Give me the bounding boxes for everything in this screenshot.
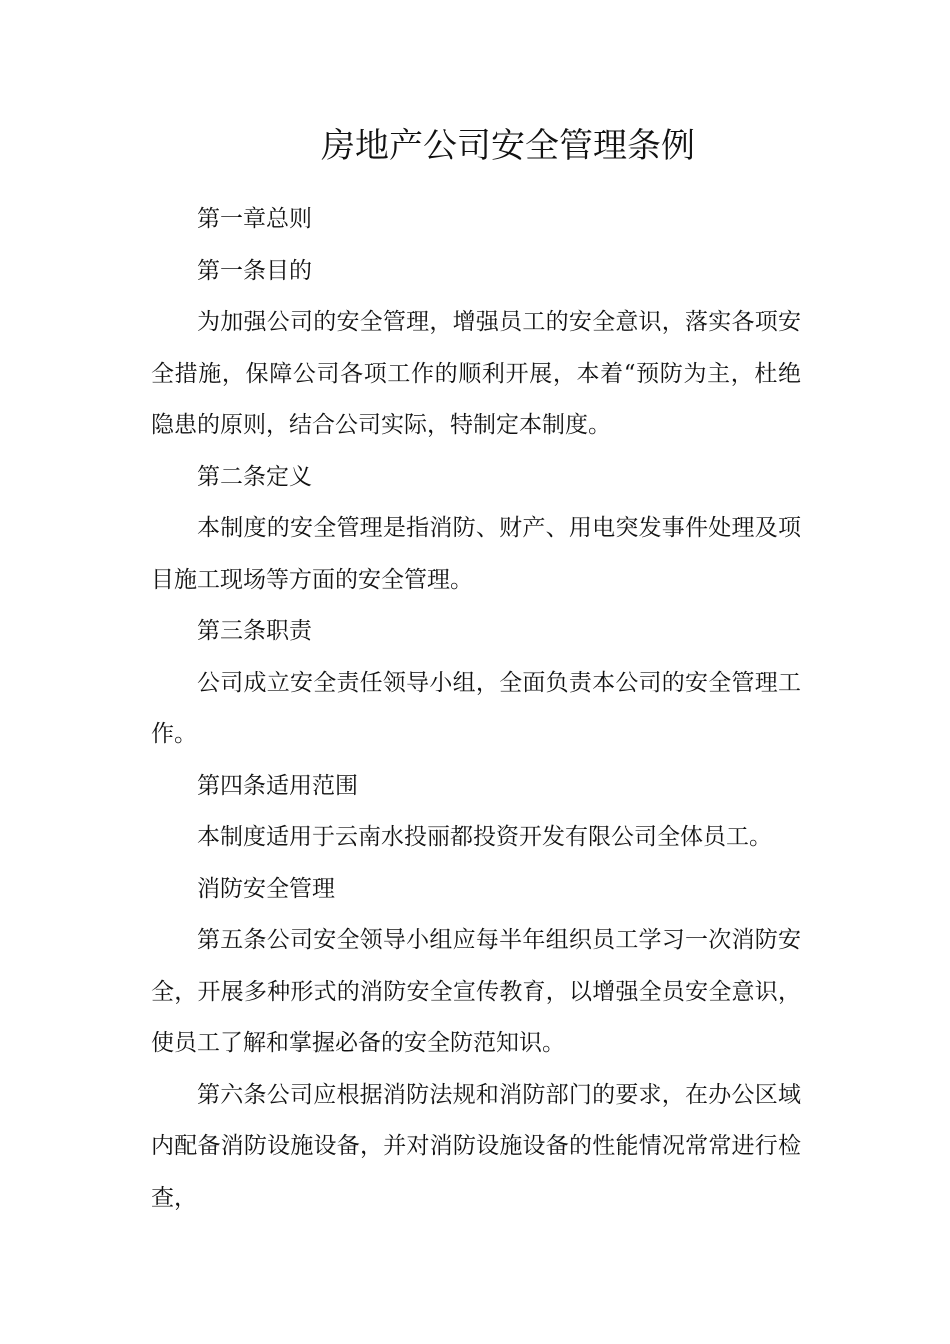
- paragraph: 第五条公司安全领导小组应每半年组织员工学习一次消防安全，开展多种形式的消防安全宣传教育，以增强全员安全意识，使员工了解和掌握必备的安全防范知识。: [151, 927, 801, 1056]
- document-title: 房地产公司安全管理条例: [321, 126, 695, 166]
- article-heading: 第四条适用范围: [197, 772, 358, 799]
- paragraph: 为加强公司的安全管理，增强员工的安全意识，落实各项安全措施，保障公司各项工作的顺利开展，本着“预防为主，杜绝隐患的原则，结合公司实际，特制定本制度。: [151, 309, 801, 438]
- article-heading: 第二条定义: [197, 463, 312, 490]
- article-heading: 第一条目的: [197, 257, 312, 284]
- chapter-heading: 第一章总则: [197, 206, 312, 232]
- paragraph: 本制度的安全管理是指消防、财产、用电突发事件处理及项目施工现场等方面的安全管理。: [151, 515, 801, 593]
- article-heading: 第三条职责: [197, 618, 312, 644]
- paragraph: 第六条公司应根据消防法规和消防部门的要求，在办公区域内配备消防设施设备，并对消防设施设备的性能情况常常进行检查，: [151, 1081, 801, 1211]
- section-heading: 消防安全管理: [197, 875, 335, 902]
- paragraph: 公司成立安全责任领导小组，全面负责本公司的安全管理工作。: [151, 669, 801, 747]
- document-body: [151, 194, 801, 1224]
- paragraph: 本制度适用于云南水投丽都投资开发有限公司全体员工。: [197, 824, 772, 850]
